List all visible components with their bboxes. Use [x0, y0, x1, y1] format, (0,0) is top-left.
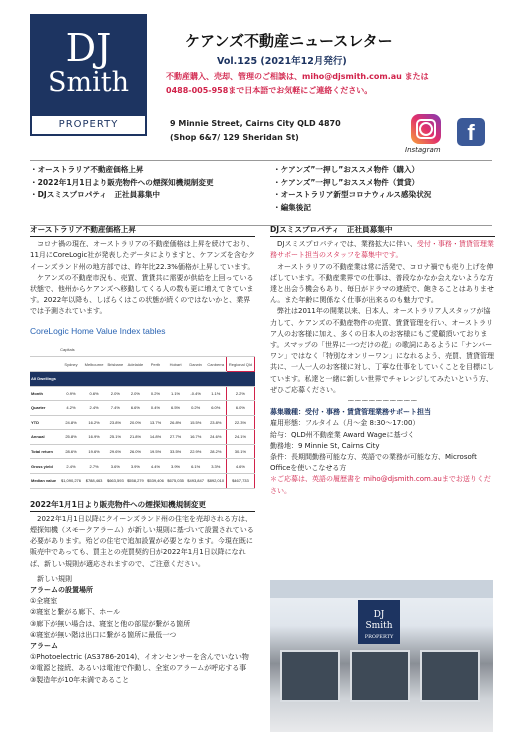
job-title: 募集職種：受付・事務・賃貸管理業務サポート担当	[270, 408, 431, 417]
table-cell: 2.7%	[83, 459, 105, 474]
table-cell: 2.0%	[105, 386, 125, 401]
column-header: Melbourne	[83, 357, 105, 372]
table-cell: 6.6%	[125, 401, 145, 416]
address-line-2: (Shop 6&7/ 129 Sheridan St)	[170, 133, 299, 142]
table-cell: 16.7%	[186, 430, 206, 445]
table-cell: $558,279	[125, 474, 145, 489]
table-cell: 7.4%	[105, 401, 125, 416]
list-item: ④寝室が無い階は出口に繋がる箇所に最低一つ	[30, 630, 177, 639]
table-cell: 3.9%	[166, 459, 186, 474]
sign-line-1: DJ	[373, 610, 385, 620]
table-row	[30, 401, 255, 416]
table-cell: 1.1%	[166, 386, 186, 401]
table-cell: 14.8%	[145, 430, 165, 445]
table-row	[30, 386, 255, 401]
table-cell: 6.0%	[226, 401, 254, 416]
column-header: Hobart	[166, 357, 186, 372]
right-column	[270, 224, 495, 497]
article-heading: 2022年1月1日より販売物件への煙探知機規制変更	[30, 499, 255, 512]
article-paragraph: 2022年1月1日以降にクイーンズランド州の住宅を売却される方は、煙探知機（スモークアラーム）が新しい規則に基づいて設置されている必要があります。殆どの住宅で追加設置が必要となります。今現在既に販売中であっても、買主との売買契約日が2022年1月1日以降になれば、新しい規則が適応されますので、ご注意ください。	[30, 514, 254, 568]
table-cell: 3.9%	[125, 459, 145, 474]
list-item: ②電源と接続、あるいは電池で作動し、全室のアラームが呼応する事	[30, 664, 247, 673]
highlighted-text: 受付・事務・賃貸管理業務サポート担当のスタッフを募集中です。	[270, 240, 494, 260]
group-label: All Dwellings	[30, 371, 255, 386]
list-item: ②寝室と繋がる廊下、ホール	[30, 608, 121, 617]
table-cell: 20.0%	[125, 415, 145, 430]
toc-item: ・オーストラリア不動産価格上昇	[30, 165, 144, 174]
storefront-sign	[358, 600, 400, 644]
contact-line-1: 不動産購入、売却、管理のご相談は、miho@djsmith.com.au または	[166, 72, 429, 81]
table-cell: 3.6%	[105, 459, 125, 474]
storefront-photo	[270, 580, 493, 732]
table-cell: 4.6%	[226, 459, 254, 474]
table-cell: 33.5%	[166, 444, 186, 459]
row-label: Gross yield	[30, 459, 59, 474]
table-row	[30, 430, 255, 445]
table-cell: 6.1%	[186, 459, 206, 474]
conditions: 条件：長期間勤務可能な方、英語での業務が可能な方、Microsoft Officeを使いこなせる方	[270, 453, 477, 473]
table-group-header	[30, 371, 255, 386]
row-label: YTD	[30, 415, 59, 430]
table-cell: 16.9%	[83, 430, 105, 445]
contact-line-2: 0488-005-958まで日本語でお気軽にご連絡ください。	[166, 86, 373, 95]
logo-line-1: DJ	[65, 26, 112, 70]
table-cell: 2.0%	[125, 386, 145, 401]
table-cell: 16.2%	[83, 415, 105, 430]
toc-item: ・ケアンズ”一押し”おススメ物件（購入）	[273, 165, 420, 174]
table-cell: 0.4%	[145, 401, 165, 416]
column-header: Perth	[145, 357, 165, 372]
list-item: ①Photoelectric (AS3786-2014)、イオンセンサーを含んでいない物	[30, 653, 249, 662]
table-cell: $675,035	[166, 474, 186, 489]
table-cell: $788,463	[83, 474, 105, 489]
row-label: Quarter	[30, 401, 59, 416]
table-cell: 23.8%	[206, 415, 227, 430]
column-header: Darwin	[186, 357, 206, 372]
table-cell: $892,010	[206, 474, 227, 489]
dj-smith-logo	[30, 14, 147, 136]
storefront-window	[350, 650, 410, 702]
toc-left-column	[30, 164, 214, 202]
toc-item: ・2022年1月1日より販売物件への煙探知機規制変更	[30, 177, 214, 187]
column-header: Canberra	[206, 357, 227, 372]
article-paragraph: オーストラリアの不動産業は常に活発で、コロナ禍でも売り上げを伸ばしています。不動産業界での仕事は、普段なかなか会えないような方達と出会う機会もあり、毎日がドラマの連続で、飽きることはありません。また年齢に関係なく仕事が出来るのも魅力です。	[270, 262, 494, 305]
table-row	[30, 415, 255, 430]
storefront-window	[280, 650, 340, 702]
table-cell: 2.2%	[226, 386, 254, 401]
list-item: ③廊下が無い場合は、寝室と他の部屋が繋がる箇所	[30, 619, 191, 628]
table-cell: 24.6%	[206, 430, 227, 445]
article-paragraph: コロナ禍の現在、オーストラリアの不動産価格は上昇を続けており、11月にCoreLogic社が発表したデータによりますと、ケアンズを含むクイーンズランド州の地方部では、昨年比22.3%価格が上昇しています。	[30, 240, 255, 271]
table-cell: -0.4%	[186, 386, 206, 401]
logo-line-2: Smith	[48, 67, 129, 98]
rules-subheading: 新しい規則	[37, 574, 72, 583]
table-row	[30, 459, 255, 474]
sign-line-2: Smith	[365, 621, 393, 631]
article-paragraph: ケアンズの不動産市況も、売買、賃貸共に需要が供給を上回っている状態で、他州からケアンズへ移動してくる人の数も更に増えてきています。2022年以降も、しばらくはこの状態が続くのではないかと、業界では予測されています。	[30, 273, 254, 316]
column-header: Regional Qld	[226, 357, 254, 372]
alarm-subheading: アラーム	[30, 642, 58, 651]
list-item: ③製造年が10年未満であること	[30, 675, 130, 684]
table-cell: 25.8%	[59, 430, 83, 445]
contact-info	[166, 70, 511, 98]
toc-item: ・オーストラリア新型コロナウィルス感染状況	[273, 190, 432, 199]
table-cell: 6.5%	[166, 401, 186, 416]
table-cell: 25.1%	[105, 430, 125, 445]
office-address	[170, 117, 341, 145]
chart-table-title: CoreLogic Home Value Index tables	[30, 325, 166, 336]
table-group-row	[30, 343, 255, 357]
table-cell: $467,733	[226, 474, 254, 489]
volume-issue: Vol.125 (2021年12月発行)	[217, 56, 347, 67]
table-cell: 0.2%	[145, 386, 165, 401]
capitals-label: Capitals	[59, 343, 226, 357]
table-cell: $493,847	[186, 474, 206, 489]
table-cell: 27.7%	[166, 430, 186, 445]
article-heading: オーストラリア不動産価格上昇	[30, 224, 255, 237]
row-label: Month	[30, 386, 59, 401]
table-cell: 2.4%	[59, 459, 83, 474]
table-cell: 24.8%	[59, 415, 83, 430]
table-cell: 4.2%	[59, 401, 83, 416]
list-item: ①全寝室	[30, 597, 58, 606]
table-cell: 19.6%	[83, 444, 105, 459]
table-header-row	[30, 357, 255, 372]
table-cell: 24.1%	[226, 430, 254, 445]
column-header: Brisbane	[105, 357, 125, 372]
table-cell: 6.0%	[206, 401, 227, 416]
article-paragraph: 弊社は2011年の開業以来、日本人、オーストラリア人スタッフが協力して、ケアンズの不動産物件の売買、賃貸管理を行い、オーストラリア人のお客様に加え、多くの日本人のお客様にもご愛顧頂いております。スマップの「世界に一つだけの花」の歌詞にあるように「ナンバーワン」ではなく「特別なオンリーワン」になれるよう、売買、賃貸管理共に、一人一人のお客様に対し、丁寧な仕事をしていくことを目標にしています。私達と一緒に新しい世界でチャレンジしてみたいという方、ぜひご応募ください。	[270, 307, 494, 394]
table-cell: 21.8%	[125, 430, 145, 445]
table-of-contents	[30, 160, 492, 226]
toc-item: ・ケアンズ”一押し”おススメ物件（賃貸）	[273, 177, 420, 187]
table-cell: 0.6%	[83, 386, 105, 401]
table-cell: 13.7%	[145, 415, 165, 430]
employment-type: 雇用形態：フルタイム（月～金 8:30～17:00）	[270, 419, 420, 428]
paragraph-text: DJスミスプロパティでは、業務拡大に伴い、	[277, 240, 417, 249]
toc-item: ・DJスミスプロパティ 正社員募集中	[30, 190, 161, 199]
row-label: Total return	[30, 444, 59, 459]
instagram-icon[interactable]	[411, 114, 441, 144]
column-header: Sydney	[59, 357, 83, 372]
salary: 給与：QLD州不動産業 Award Wageに基づく	[270, 430, 415, 439]
table-cell: 4.4%	[145, 459, 165, 474]
table-cell: 22.9%	[186, 444, 206, 459]
storefront-window	[420, 650, 480, 702]
table-cell: 1.1%	[206, 386, 227, 401]
table-cell: 3.3%	[206, 459, 227, 474]
article-heading: DJスミスプロパティ 正社員募集中	[270, 224, 495, 237]
work-location: 勤務地：9 Minnie St, Cairns City	[270, 441, 380, 450]
table-cell: 2.4%	[83, 401, 105, 416]
article-paragraph	[270, 239, 495, 261]
table-cell: 0.2%	[186, 401, 206, 416]
table-cell: 30.1%	[226, 444, 254, 459]
logo-line-3: PROPERTY	[30, 114, 147, 136]
facebook-icon[interactable]: f	[457, 118, 485, 146]
table-cell: 28.2%	[206, 444, 227, 459]
sign-line-3: PROPERTY	[364, 634, 394, 640]
smoke-alarm-section	[30, 499, 255, 686]
table-cell: $1,090,276	[59, 474, 83, 489]
toc-item: ・編集後記	[273, 202, 311, 212]
table-cell: 26.0%	[125, 444, 145, 459]
table-cell: 29.6%	[105, 444, 125, 459]
newsletter-title: ケアンズ不動産ニュースレター	[185, 32, 393, 50]
table-cell: $663,593	[105, 474, 125, 489]
home-value-index-table	[30, 343, 255, 489]
divider: ーーーーーーーーーー	[347, 397, 418, 406]
table-cell: 0.9%	[59, 386, 83, 401]
table-cell: 19.5%	[145, 444, 165, 459]
table-cell: 22.3%	[226, 415, 254, 430]
left-column	[30, 224, 255, 686]
row-label: Annual	[30, 430, 59, 445]
storefront-roof	[270, 580, 493, 598]
address-line-1: 9 Minnie Street, Cairns City QLD 4870	[170, 119, 341, 128]
table-cell: 26.8%	[166, 415, 186, 430]
table-cell: 15.5%	[186, 415, 206, 430]
row-label: Median value	[30, 474, 59, 489]
instagram-label: Instagram	[405, 146, 441, 154]
table-row	[30, 474, 255, 489]
column-header: Adelaide	[125, 357, 145, 372]
apply-instructions: ＊ご応募は、英語の履歴書を miho@djsmith.com.auまでお送りください。	[270, 475, 491, 495]
placement-subheading: アラームの設置場所	[30, 586, 93, 595]
toc-right-column	[273, 164, 431, 214]
table-cell: 28.6%	[59, 444, 83, 459]
table-cell: $539,406	[145, 474, 165, 489]
table-row	[30, 444, 255, 459]
table-cell: 23.8%	[105, 415, 125, 430]
